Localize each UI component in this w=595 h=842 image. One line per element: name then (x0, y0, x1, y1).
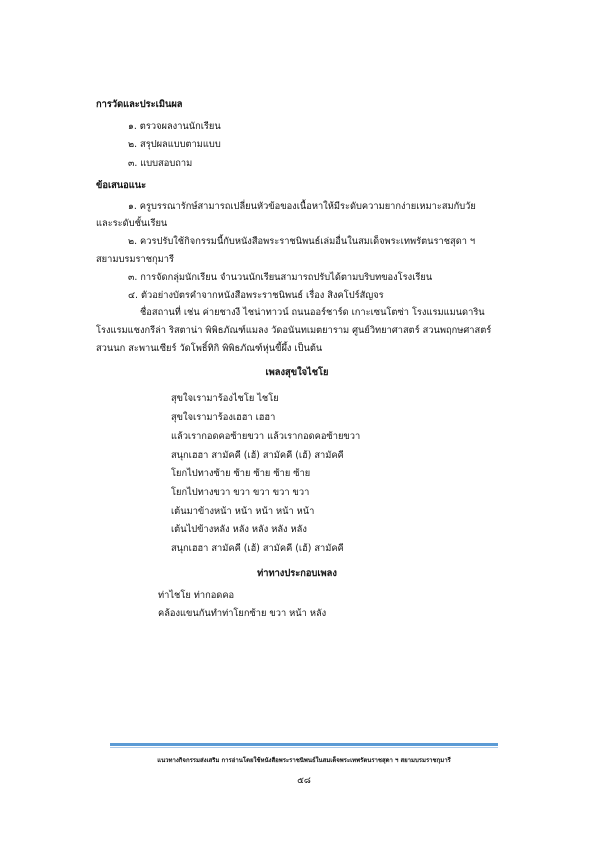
footer-caption: แนวทางกิจกรรมส่งเสริม การอ่านโดยใช้หนังสือพระราชนิพนธ์ในสมเด็จพระเทพรัตนราชสุดา ฯ สยามบรมราชกุมารี (157, 757, 451, 764)
evaluation-heading: การวัดและประเมินผล (96, 99, 183, 110)
suggestion-1-line-1: ๑. ครูบรรณารักษ์สามารถเปลี่ยนหัวข้อของเนื้อหาให้มีระดับความยากง่ายเหมาะสมกับวัย (128, 201, 476, 212)
song-line: โยกไปทางซ้าย ซ้าย ซ้าย ซ้าย ซ้าย (171, 468, 311, 479)
gestures-title: ท่าทางประกอบเพลง (257, 568, 337, 579)
footer-divider-thin (110, 747, 498, 748)
song-line: สุขใจเรามาร้องเฮฮา เฮฮา (171, 412, 276, 423)
suggestions-heading: ข้อเสนอแนะ (96, 180, 147, 191)
song-line: เต้นไปข้างหลัง หลัง หลัง หลัง หลัง (171, 524, 307, 535)
evaluation-item-3: ๓. แบบสอบถาม (128, 158, 193, 169)
suggestion-4: ๔. ตัวอย่างบัตรคำจากหนังสือพระราชนิพนธ์ เรื่อง สิงคโปร์สัญจร (128, 290, 384, 301)
place-names-line-1: ชื่อสถานที่ เช่น ค่ายชางงี ไชน่าทาวน์ ถนนออร์ชาร์ด เกาะเซนโตซ่า โรงแรมแมนดาริน (140, 307, 485, 318)
evaluation-item-2: ๒. สรุปผลแบบตามแบบ (128, 139, 221, 150)
song-line: สุขใจเรามาร้องไชโย ไชโย (171, 393, 279, 404)
place-names-line-2: โรงแรมแชงกรีล่า ริสตาน่า พิพิธภัณฑ์แมลง วัดอนันทเมตยาราม ศูนย์วิทยาศาสตร์ สวนพฤกษศาสตร์ (96, 325, 492, 336)
page-number: ๕๘ (297, 776, 311, 786)
song-line: สนุกเฮฮา สามัคคี (เฮ้) สามัคคี (เฮ้) สามัคคี (171, 450, 344, 461)
song-line: เต้นมาข้างหน้า หน้า หน้า หน้า หน้า (171, 506, 315, 517)
gesture-line: ท่าไชโย ท่ากอดคอ (158, 590, 235, 601)
suggestion-3: ๓. การจัดกลุ่มนักเรียน จำนวนนักเรียนสามารถปรับได้ตามบริบทของโรงเรียน (128, 272, 433, 283)
suggestion-2-line-1: ๒. ควรปรับใช้กิจกรรมนี้กับหนังสือพระราชนิพนธ์เล่มอื่นในสมเด็จพระเทพรัตนราชสุดา ฯ (128, 236, 476, 247)
footer-divider (110, 743, 498, 746)
song-line: สนุกเฮฮา สามัคคี (เฮ้) สามัคคี (เฮ้) สามัคคี (171, 543, 344, 554)
song-line: แล้วเรากอดคอซ้ายขวา แล้วเรากอดคอซ้ายขวา (171, 431, 361, 442)
suggestion-2-line-2: สยามบรมราชกุมารี (96, 254, 174, 265)
place-names-line-3: สวนนก สะพานเซียร์ วัดโพธิ์ทิกิ พิพิธภัณฑ์หุ่นขี้ผึ้ง เป็นต้น (96, 343, 323, 354)
gesture-line: คล้องแขนกันทำท่าโยกซ้าย ขวา หน้า หลัง (158, 608, 327, 619)
evaluation-item-1: ๑. ตรวจผลงานนักเรียน (128, 121, 221, 132)
song-line: โยกไปทางขวา ขวา ขวา ขวา ขวา (171, 487, 310, 498)
song-title: เพลงสุขใจไชโย (265, 367, 329, 378)
suggestion-1-line-2: และระดับชั้นเรียน (96, 218, 168, 229)
